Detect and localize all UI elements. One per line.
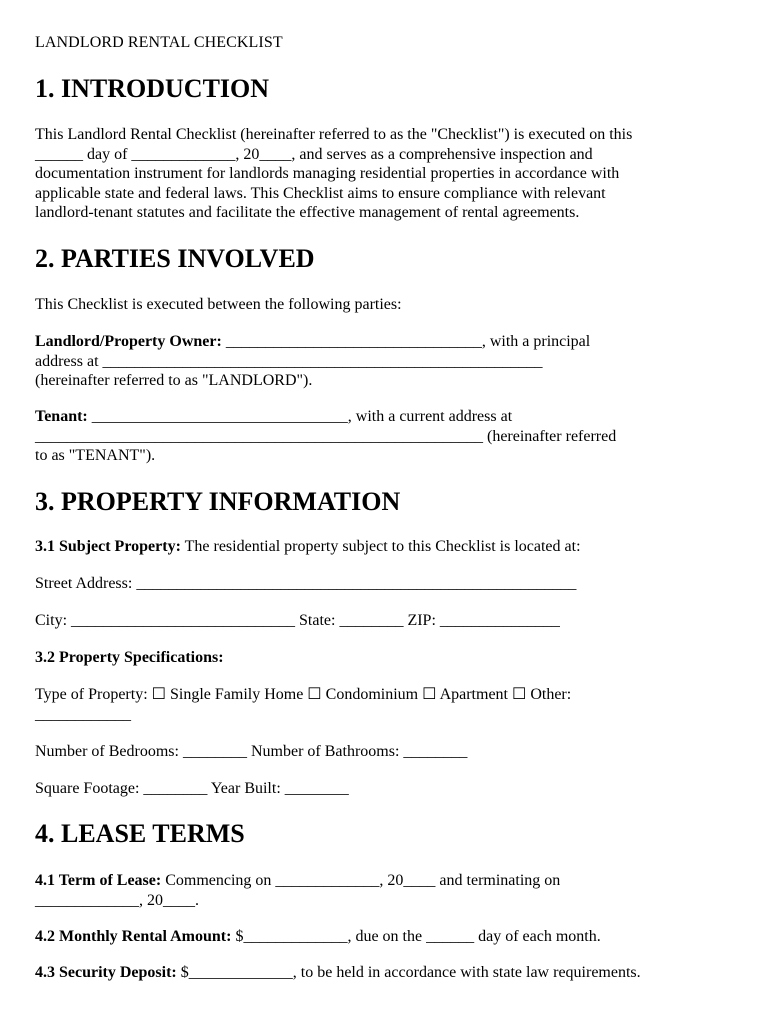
tenant-address-field: ________________________________________________________ (hereinafter referred	[35, 427, 617, 445]
document-title: LANDLORD RENTAL CHECKLIST	[35, 34, 283, 51]
text-line: applicable state and federal laws. This Checklist aims to ensure compliance with relevant	[35, 184, 606, 202]
monthly-rent	[35, 927, 740, 947]
section-heading-parties: 2. PARTIES INVOLVED	[35, 244, 315, 273]
text-line: This Landlord Rental Checklist (hereinafter referred to as the "Checklist") is executed on this	[35, 126, 633, 143]
sqft-year-field	[35, 779, 740, 799]
security-deposit-label: 4.3 Security Deposit:	[35, 964, 177, 981]
landlord-block	[35, 332, 740, 391]
property-specs-label: 3.2 Property Specifications:	[35, 649, 224, 666]
monthly-rent-label: 4.2 Monthly Rental Amount:	[35, 928, 232, 945]
text-line: $_____________, due on the ______ day of each month.	[231, 928, 601, 945]
text-line: $_____________, to be held in accordance with state law requirements.	[176, 964, 641, 981]
text-line: ______ day of _____________, 20____, and serves as a comprehensive inspection and	[35, 145, 593, 163]
subject-property-label: 3.1 Subject Property:	[35, 538, 181, 555]
landlord-name-field: ________________________________, with a principal	[221, 333, 591, 350]
bedrooms-bathrooms-field	[35, 742, 740, 762]
text-line: Square Footage: ________ Year Built: ________	[35, 780, 349, 797]
text-line: to as "TENANT").	[35, 447, 156, 464]
text-line: City: ____________________________ State: ________ ZIP: _______________	[35, 612, 560, 629]
text-line: This Checklist is executed between the following parties:	[35, 296, 402, 313]
text-line: Number of Bedrooms: ________ Number of Bathrooms: ________	[35, 743, 468, 760]
text-line: documentation instrument for landlords managing residential properties in accordance with	[35, 165, 620, 182]
text-line: Type of Property: ☐ Single Family Home ☐ Condominium ☐ Apartment ☐ Other:	[35, 686, 572, 703]
section-heading-lease-terms: 4. LEASE TERMS	[35, 819, 245, 848]
parties-intro	[35, 295, 740, 315]
text-line: _____________, 20____.	[35, 891, 199, 909]
introduction-paragraph	[35, 125, 740, 223]
tenant-block	[35, 407, 740, 466]
tenant-name-field: ________________________________, with a current address at	[87, 408, 513, 425]
property-specs-heading	[35, 648, 740, 668]
text-line: landlord-tenant statutes and facilitate the effective management of rental agreements.	[35, 204, 580, 221]
term-of-lease-label: 4.1 Term of Lease:	[35, 872, 162, 889]
section-heading-introduction: 1. INTRODUCTION	[35, 74, 270, 103]
subject-property-line	[35, 537, 740, 557]
city-state-zip-field	[35, 611, 740, 631]
tenant-label: Tenant:	[35, 408, 88, 425]
property-type-field	[35, 685, 740, 724]
street-address-field	[35, 574, 740, 594]
text-line: Street Address: _______________________________________________________	[35, 575, 577, 592]
text-line: (hereinafter referred to as "LANDLORD").	[35, 372, 313, 389]
text-line: ____________	[35, 705, 131, 723]
section-heading-property: 3. PROPERTY INFORMATION	[35, 487, 401, 516]
text-line: Commencing on _____________, 20____ and terminating on	[161, 872, 561, 889]
landlord-address-field: address at _______________________________________________________	[35, 352, 543, 370]
text-line: The residential property subject to this Checklist is located at:	[180, 538, 581, 555]
security-deposit	[35, 963, 740, 983]
landlord-label: Landlord/Property Owner:	[35, 333, 222, 350]
term-of-lease	[35, 871, 740, 910]
